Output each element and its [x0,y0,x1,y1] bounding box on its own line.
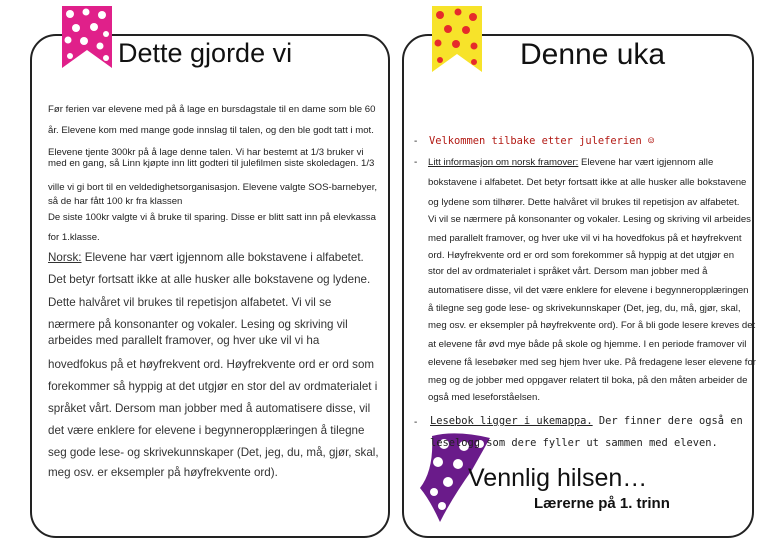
left-paragraph-line: så de har fått 100 kr fra klassen [48,196,183,207]
norsk-info-line: også med leseforståelsen. [428,392,540,403]
norsk-info-line: å tilegne seg gode lese- og skrivekunnskaper (Det, jeg, du, må, gjør, skal, [428,303,741,314]
bullet-dash: - [414,417,418,428]
left-norsk-line: nærmere på konsonanter og vokaler. Lesing og skriving vil [48,318,348,331]
left-paragraph-line: Elevene tjente 300kr på å lage denne talen. Vi har bestemt at 1/3 bruker vi [48,147,364,158]
left-norsk-line: språket vårt. Dersom man jobber med å automatisere disse, vil [48,402,371,415]
norsk-info-line: meg og de jobber med oppgaver relatert til boka, på den måten arbeider de [428,375,748,386]
left-norsk-first-line [48,251,364,264]
norsk-info-line: med parallelt framover, og hver uke vil vi ha hovedfokus på et høyfrekvent [428,233,742,244]
left-title: Dette gjorde vi [118,38,293,68]
norsk-info-line: elevene få lesebøker med seg hjem hver uke. På fredagene leser elevene for [428,357,756,368]
lesebok-second-line: leselogg som dere fyller ut sammen med eleven. [430,437,718,449]
left-paragraph-line: Før ferien var elevene med på å lage en bursdagstale til en dame som ble 60 [48,104,376,115]
norsk-info-line: stor del av ordmaterialet i språket vårt. Dersom man jobber med å [428,266,708,277]
norsk-info-line: ord. Høyfrekvente ord er ord som forekommer så hyppig at det utgjør en [428,250,735,261]
left-paragraph-line: ville vi gi bort til en veldedighetsorganisasjon. Elevene valgte SOS-barnebyer, [48,182,378,193]
lesebok-first-line [430,415,743,427]
left-norsk-line: hovedfokus på et høyfrekvent ord. Høyfrekvente ord er ord som [48,358,375,371]
left-norsk-line: seg gode lese- og skrivekunnskaper (Det, jeg, du, må, gjør, skal, [48,446,379,459]
lesebok-first-rest: Der finner dere også en [592,415,743,427]
greeting: Vennlig hilsen… [468,464,648,492]
norsk-label: Norsk: [48,251,82,264]
left-paragraph-line: De siste 100kr valgte vi å bruke til sparing. Disse er blitt satt inn på elevkassa [48,212,376,223]
right-title: Denne uka [520,38,666,71]
bullet-dash: - [414,157,418,168]
norsk-info-line: Vi vil se nærmere på konsonanter og vokaler. Lesing og skriving vil arbeides [428,214,751,225]
norsk-info-first-rest: Elevene har vært igjennom alle [578,157,714,168]
norsk-info-first-line [428,157,713,168]
left-norsk-line: det være enklere for elevene i begynneropplæringen å tilegne [48,424,365,437]
norsk-info-line: bokstavene i alfabetet. Det betyr fortsatt ikke at alle husker alle bokstavene [428,177,747,188]
norsk-info-line: og lydene som tilhører. Dette halvåret vil brukes til repetisjon av alfabetet. [428,197,740,208]
norsk-info-line: meg osv. er eksempler på høyfrekvente ord). For å bli gode lesere kreves det [428,320,756,331]
left-norsk-line: arbeides med parallelt framover, og hver uke vil vi ha [48,334,320,347]
lesebok-link[interactable]: Lesebok ligger i ukemappa. [430,415,593,427]
yellow-polka-ribbon-icon [428,6,486,72]
bullet-dash: - [414,136,418,147]
left-paragraph-line: med en gang, så Linn kjøpte inn litt godteri til julefilmen siste skoledagen. 1/3 [48,158,375,169]
left-paragraph-line: for 1.klasse. [48,232,100,243]
norsk-first-text: Elevene har vært igjennom alle bokstavene i alfabetet. [81,251,364,264]
left-paragraph-line: år. Elevene kom med mange gode innslag til talen, og den ble godt tatt i mot. [48,125,374,136]
norsk-info-line: automatisere disse, vil det være enklere for elevene i begynneropplæringen [428,285,749,296]
left-norsk-line: Dette halvåret vil brukes til repetisjon alfabetet. Vi vil se [48,296,332,309]
norsk-info-line: at elevene får øvd mye både på skole og hjemme. I en periode framover vil [428,339,747,350]
signature: Lærerne på 1. trinn [534,495,670,512]
pink-polka-ribbon-icon [58,6,116,68]
left-norsk-line: meg osv. er eksempler på høyfrekvente ord). [48,466,278,479]
norsk-info-link[interactable]: Litt informasjon om norsk framover: [428,157,579,168]
left-norsk-line: Det betyr fortsatt ikke at alle husker alle bokstavene og lydene. [48,273,371,286]
left-norsk-line: forekommer så hyppig at det utgjør en stor del av ordmaterialet i [48,380,378,393]
welcome-heading: Velkommen tilbake etter juleferien ☺ [429,135,655,147]
